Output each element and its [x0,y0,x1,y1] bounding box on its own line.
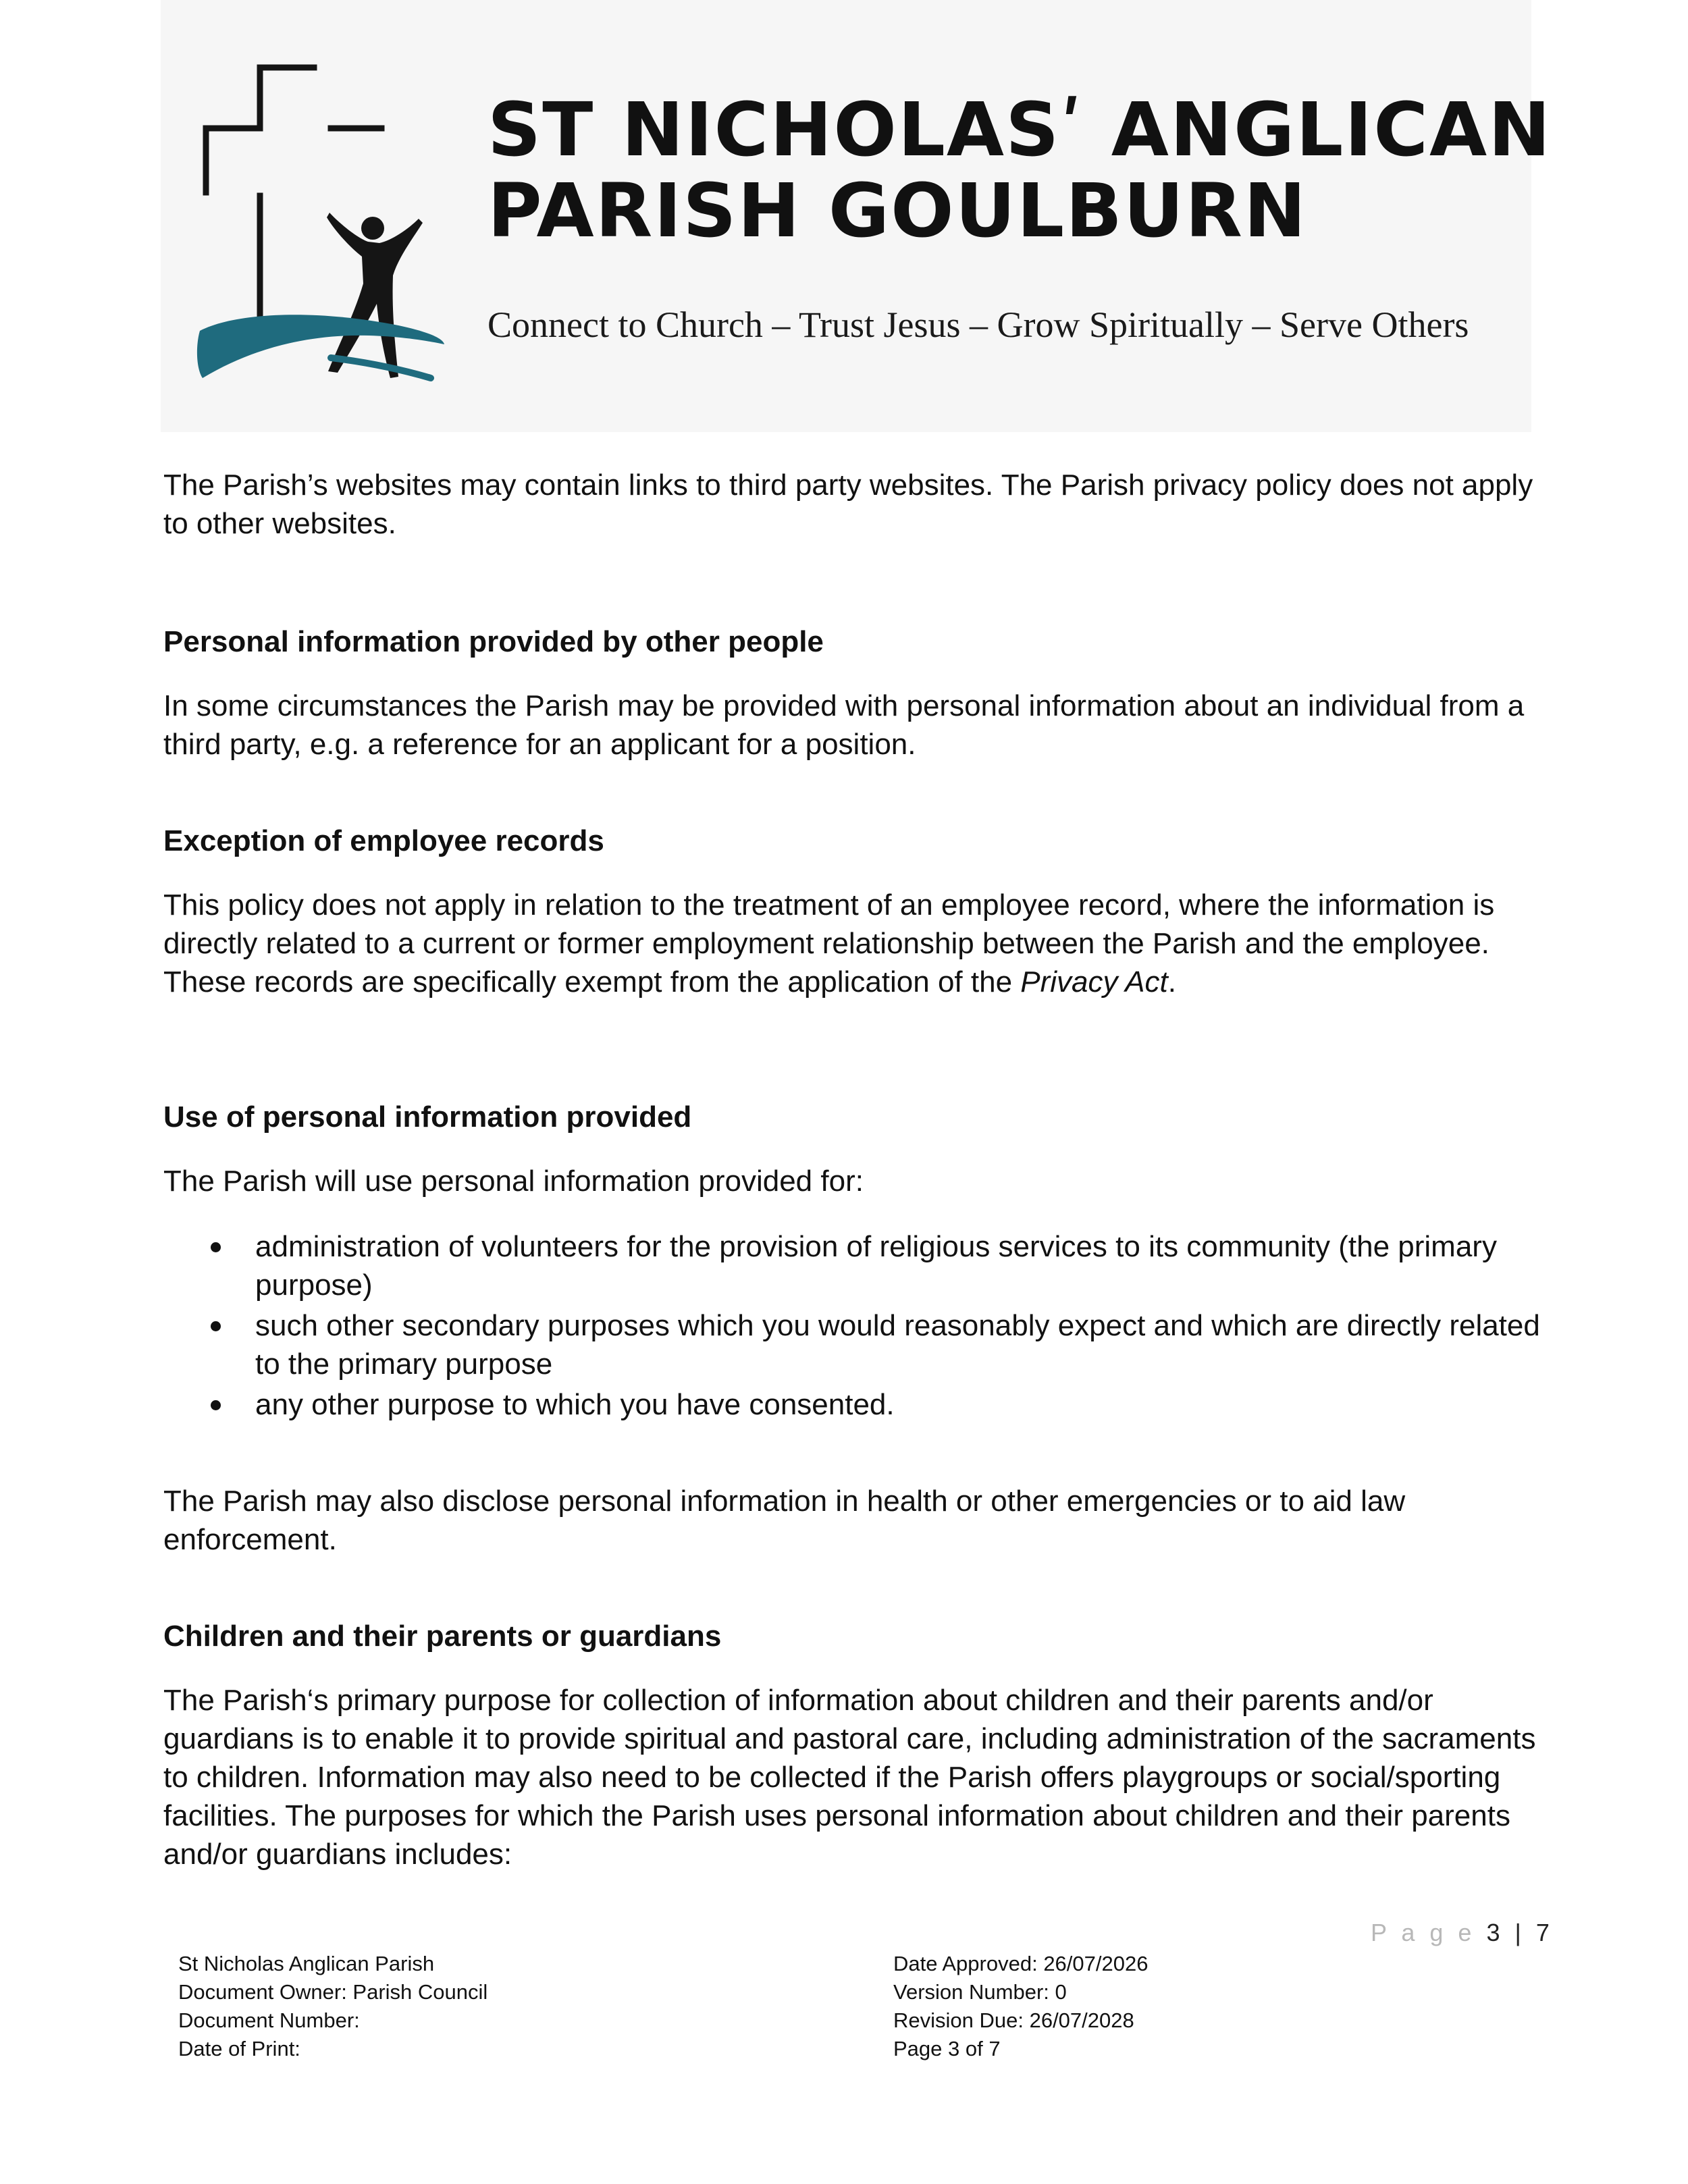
organization-title-line-2: PARISH GOULBURN [487,167,1308,254]
tagline: Connect to Church – Trust Jesus – Grow Spiritually – Serve Others [487,304,1469,345]
section-heading: Use of personal information provided [163,1100,692,1134]
footer-date-of-print: Date of Print: [178,2037,300,2060]
footer-document-number: Document Number: [178,2008,360,2032]
section-paragraph: The Parish‘s primary purpose for collection of information about children and their parents and/or guardians is to enable it to provide spiritual and pastoral care, including administration of the sacraments to children. Information may also need to be collected if the Parish offers playgroups or social/sporting facilities. The purposes for which the Parish uses personal information about children and their parents and/or guardians includes: [163,1684,1536,1871]
section-paragraph: The Parish will use personal information provided for: [163,1165,864,1198]
footer-version-number: Version Number: 0 [893,1980,1067,2004]
bullet-list [163,1227,1541,1424]
swoosh-stroke-icon [331,358,431,378]
footer-document-owner: Document Owner: Parish Council [178,1980,488,2004]
page-indicator [1371,1919,1554,1947]
footer-right [893,1950,1148,2063]
page-number: 3 | 7 [1486,1919,1554,1946]
footer-parish-name: St Nicholas Anglican Parish [178,1952,435,1975]
paragraph-text: This policy does not apply in relation to the treatment of an employee record, where the information is directly related to a current or former employment relationship between the Parish and the employee. These records are specifically exempt from the application of the [163,888,1495,998]
cross-and-figure-logo-icon [196,61,473,398]
intro-paragraph: The Parish’s websites may contain links to third party websites. The Parish privacy policy does not apply to other websites. [163,469,1533,540]
organization-title [487,86,1552,254]
list-item: such other secondary purposes which you would reasonably expect and which are directly related to the primary purpose [163,1306,1541,1383]
figure-icon [327,213,423,378]
section-paragraph: The Parish may also disclose personal information in health or other emergencies or to aid law enforcement. [163,1485,1406,1556]
privacy-act-reference: Privacy Act [1020,965,1168,998]
footer-revision-due: Revision Due: 26/07/2028 [893,2008,1134,2032]
section-heading: Children and their parents or guardians [163,1620,722,1653]
section-paragraph: In some circumstances the Parish may be provided with personal information about an individual from a third party, e.g. a reference for an applicant for a position. [163,689,1525,761]
organization-title-line-1: ST NICHOLASʹ ANGLICAN [487,86,1552,173]
section-heading: Exception of employee records [163,824,604,857]
footer-left [178,1950,487,2063]
footer-date-approved: Date Approved: 26/07/2026 [893,1952,1149,1975]
footer-page-count: Page 3 of 7 [893,2037,1001,2060]
cross-icon [206,68,381,317]
page-word: P a g e [1371,1919,1476,1946]
document-body [163,466,1541,1873]
list-item: any other purpose to which you have consented. [163,1385,1541,1424]
list-item: administration of volunteers for the provision of religious services to its community (the primary purpose) [163,1227,1541,1304]
paragraph-text-end: . [1167,965,1176,998]
section-heading: Personal information provided by other people [163,625,824,658]
section-paragraph [163,886,1541,1001]
